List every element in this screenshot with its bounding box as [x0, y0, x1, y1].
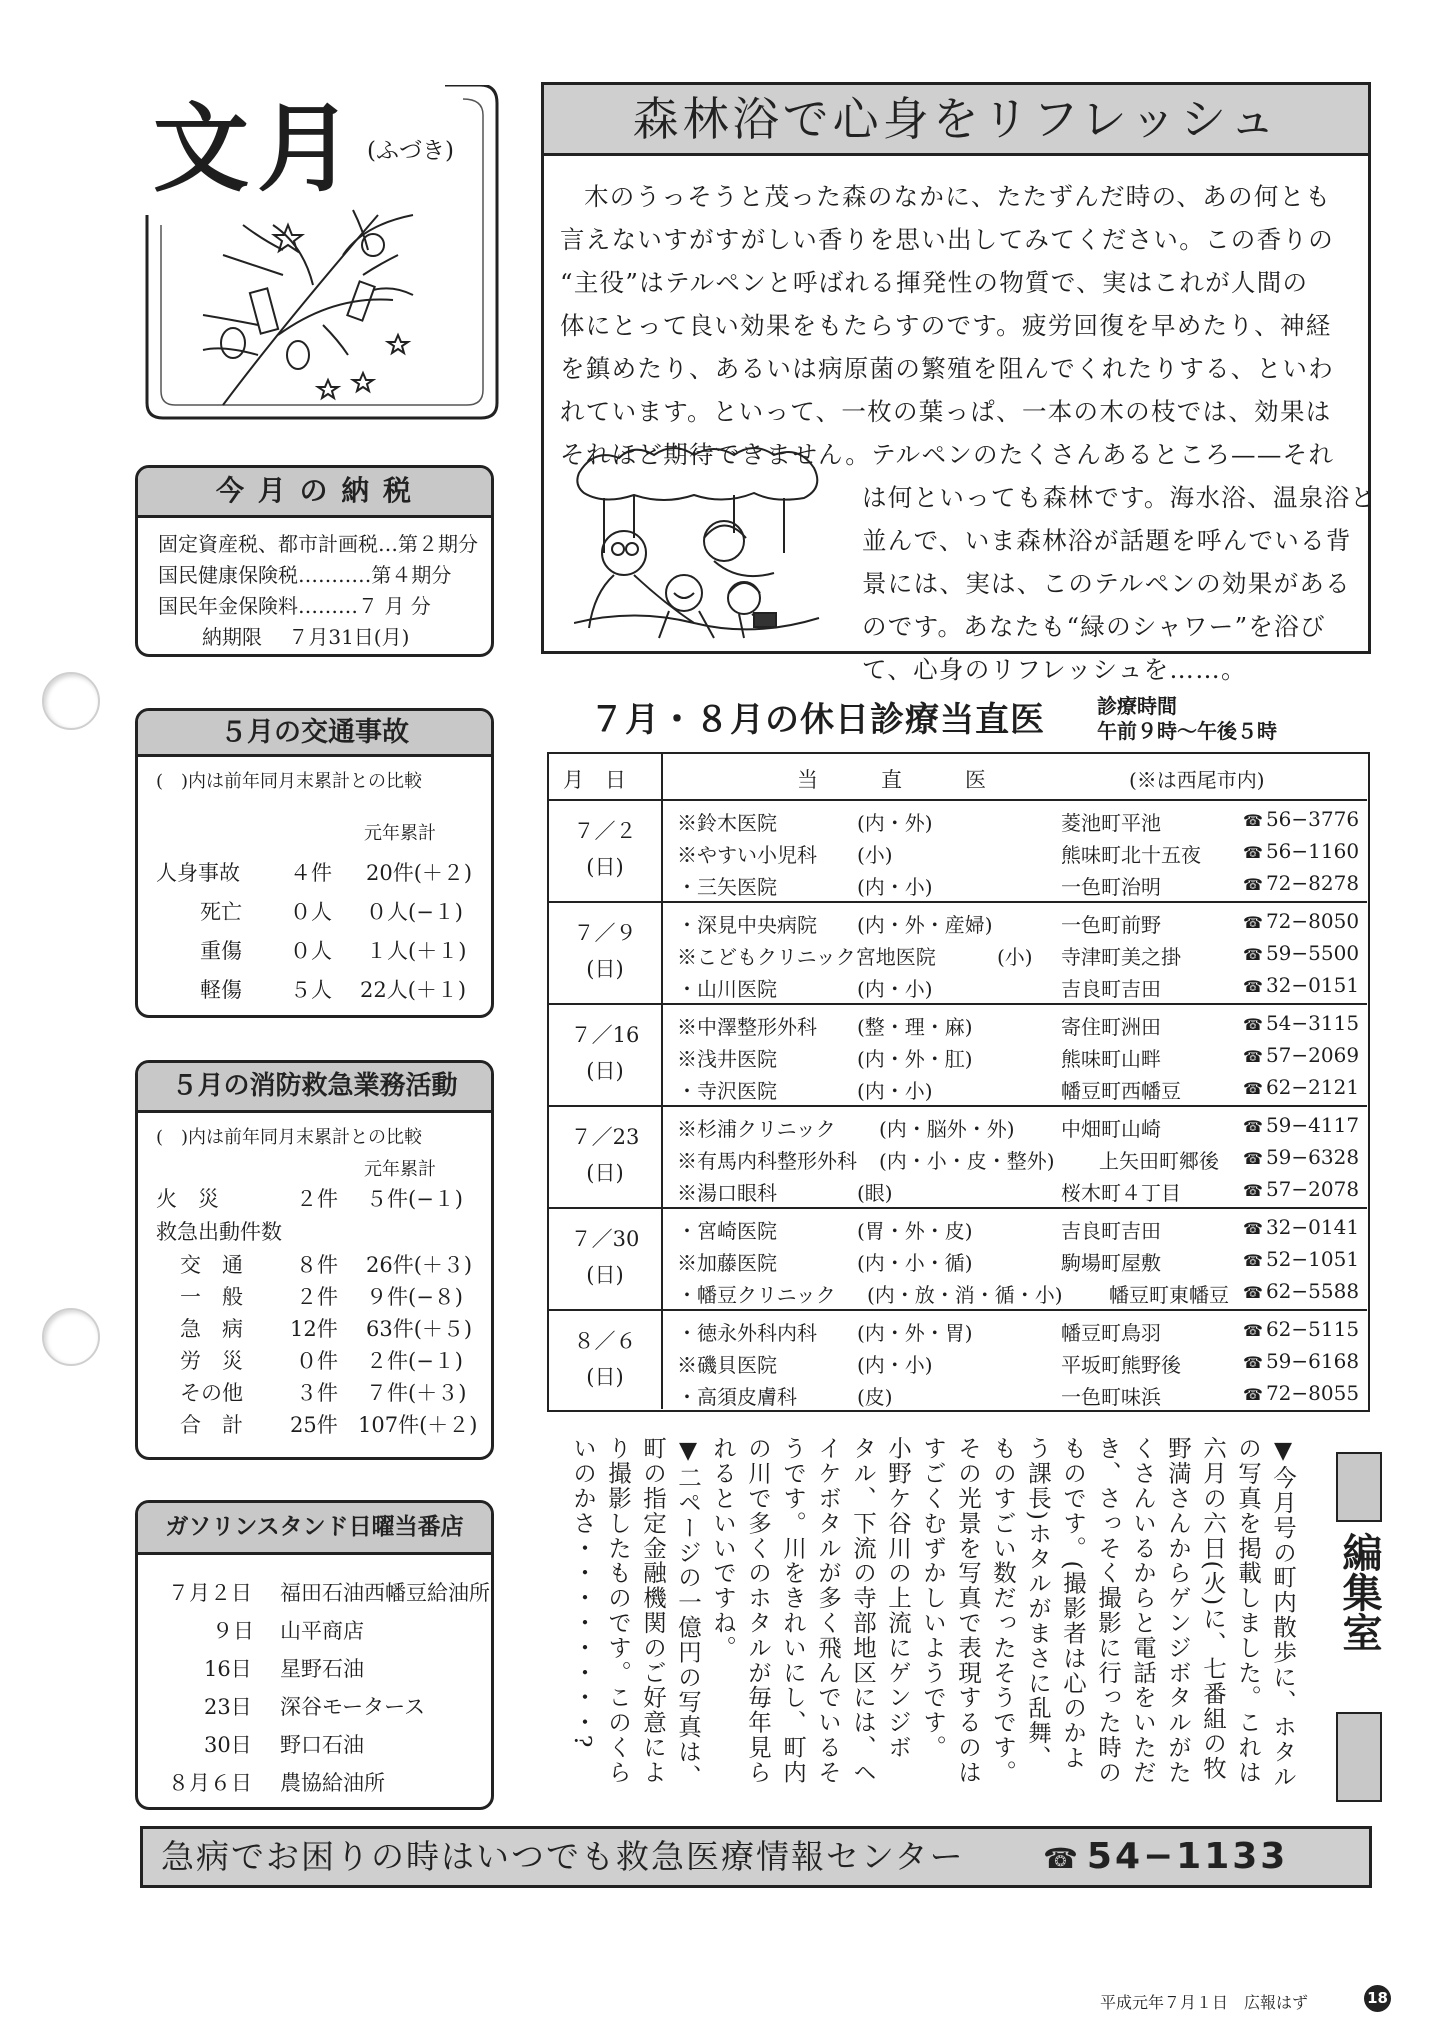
clinic-location: 一色町治明	[1061, 875, 1161, 899]
editorial-line: 野満さんからゲンジボタルがた	[1164, 1436, 1192, 1785]
fire-row: ０件	[296, 1349, 338, 1373]
clinic-tel: ☎ 52−1051	[1243, 1247, 1360, 1271]
clinic-dow: (日)	[586, 1263, 624, 1287]
gas-station: 星野石油	[280, 1657, 364, 1681]
clinic-dept: (内・小)	[857, 875, 933, 899]
article-line: “主役”はテルペンと呼ばれる揮発性の物質で、実はこれが人間の	[560, 268, 1309, 297]
clinic-name: ※鈴木医院	[677, 811, 777, 835]
clinic-dow: (日)	[586, 1365, 624, 1389]
fire-row: ７件(＋３)	[366, 1381, 467, 1405]
clinic-dow: (日)	[586, 855, 624, 879]
banner-text: 急病でお困りの時はいつでも救急医療情報センター	[161, 1837, 965, 1876]
editorial-line: ▼二ページの一億円の写真は、	[674, 1436, 702, 1790]
fire-emergency-label: 救急出動件数	[156, 1220, 282, 1244]
fire-note: ( )内は前年同月末累計との比較	[156, 1127, 423, 1148]
clinic-location: 熊味町北十五夜	[1061, 843, 1201, 867]
clinic-dept: (内・脳外・外)	[879, 1117, 1015, 1141]
clinic-location: 寺津町美之掛	[1061, 945, 1181, 969]
traffic-note: ( )内は前年同月末累計との比較	[156, 771, 423, 792]
clinic-tel: ☎ 56−3776	[1243, 807, 1360, 831]
editorial-line: ものすごい数だったそうです。	[989, 1436, 1017, 1785]
editorial-line: き、さっそく撮影に行った時の	[1094, 1436, 1122, 1785]
traffic-row: ５人	[290, 978, 332, 1002]
phone-icon: ☎	[1243, 945, 1263, 964]
table-header-doctor: 当 直 医	[797, 768, 986, 792]
clinic-dept: (眼)	[857, 1181, 893, 1205]
traffic-row: ０人	[290, 900, 332, 924]
traffic-row: 軽傷	[200, 978, 242, 1002]
fire-row: ９件(−８)	[366, 1285, 463, 1309]
editorial-line: ▼今月号の町内散歩に、ホタル	[1269, 1436, 1297, 1790]
fumizuki-reading: (ふづき)	[367, 138, 454, 164]
editorial-line: の写真を掲載しました。これは	[1234, 1436, 1262, 1785]
editorial-line: 小野ケ谷川の上流にゲンジボ	[884, 1436, 912, 1760]
fire-row: 12件	[290, 1317, 338, 1341]
clinic-name: ※加藤医院	[677, 1251, 777, 1275]
fire-row: 急 病	[180, 1317, 243, 1341]
clinic-tel: ☎ 54−3115	[1243, 1011, 1360, 1035]
phone-icon: ☎	[1243, 1283, 1263, 1302]
clinic-dept: (内・放・消・循・小)	[867, 1283, 1063, 1307]
clinic-tel: ☎ 62−5115	[1243, 1317, 1360, 1341]
phone-icon: ☎	[1243, 1251, 1263, 1270]
gas-station: 農協給油所	[280, 1771, 385, 1795]
clinic-dept: (整・理・麻)	[857, 1015, 973, 1039]
clinic-location: 一色町味浜	[1061, 1385, 1161, 1409]
fire-row: その他	[180, 1381, 243, 1405]
clinic-dept: (内・小)	[857, 1353, 933, 1377]
article-line: 体にとって良い効果をもたらすのです。疲労回復を早めたり、神経	[560, 311, 1332, 340]
clinic-group	[549, 1105, 1367, 1207]
clinic-tel: ☎ 59−6328	[1243, 1145, 1360, 1169]
clinic-location: 幡豆町西幡豆	[1061, 1079, 1181, 1103]
traffic-row: 20件(＋２)	[366, 861, 473, 885]
clinic-location: 吉良町吉田	[1061, 977, 1161, 1001]
gas-station: 野口石油	[280, 1733, 364, 1757]
clinic-name: ※こどもクリニック宮地医院	[677, 945, 936, 969]
fire-row: ２件	[296, 1285, 338, 1309]
clinic-dept: (内・外・産婦)	[857, 913, 993, 937]
article-line: それほど期待できません。テルペンのたくさんあるところ——それ	[560, 440, 1335, 469]
phone-icon: ☎	[1243, 1047, 1263, 1066]
phone-icon: ☎	[1243, 1385, 1263, 1404]
editorial-label-text: 編集室	[1336, 1532, 1382, 1652]
editorial-line: いのかさ・・・・・・・・?	[569, 1436, 597, 1749]
clinic-tel: ☎ 32−0141	[1243, 1215, 1360, 1239]
fire-row: 合 計	[180, 1413, 243, 1437]
editorial-line: れるといいですね。	[709, 1436, 737, 1661]
clinic-location: 平坂町熊野後	[1061, 1353, 1181, 1377]
gas-date: 23日	[204, 1695, 252, 1719]
tanabata-illustration	[163, 195, 463, 410]
phone-icon: ☎	[1243, 1219, 1263, 1238]
clinic-location: 一色町前野	[1061, 913, 1161, 937]
clinic-dept: (内・小)	[857, 977, 933, 1001]
clinic-name: ・寺沢医院	[677, 1079, 777, 1103]
traffic-row: １人(＋１)	[366, 939, 467, 963]
clinic-location: 桜木町４丁目	[1061, 1181, 1181, 1205]
clinic-tel: ☎ 57−2078	[1243, 1177, 1360, 1201]
clinic-tel: ☎ 62−5588	[1243, 1279, 1360, 1303]
gas-station: 深谷モータース	[280, 1695, 426, 1719]
editorial-line: すごくむずかしいようです。	[919, 1436, 947, 1760]
editorial-line: その光景を写真で表現するのは	[954, 1436, 982, 1785]
gas-date: ７月２日	[168, 1581, 252, 1605]
clinic-group	[549, 1207, 1367, 1309]
fire-row: ８件	[296, 1253, 338, 1277]
clinic-group	[549, 901, 1367, 1003]
fire-row: ２件(−１)	[366, 1349, 463, 1373]
clinic-dept: (内・小)	[857, 1079, 933, 1103]
table-header-date: 月 日	[563, 768, 626, 792]
clinic-date: ７／２	[573, 819, 637, 843]
article-line: は何といっても森林です。海水浴、温泉浴と	[862, 483, 1377, 512]
phone-icon: ☎	[1243, 1079, 1263, 1098]
fire-row: 交 通	[180, 1253, 243, 1277]
editorial-line: の川で多くのホタルが毎年見ら	[744, 1436, 772, 1785]
fire-title: ５月の消防救急業務活動	[138, 1063, 491, 1113]
clinic-dept: (小)	[997, 945, 1033, 969]
clinic-tel: ☎ 59−6168	[1243, 1349, 1360, 1373]
editorial-label	[1336, 1452, 1382, 1802]
clinic-dow: (日)	[586, 1161, 624, 1185]
phone-icon: ☎	[1243, 1015, 1263, 1034]
tax-due-date: 納期限 ７月31日(月)	[202, 625, 410, 649]
clinic-location: 駒場町屋敷	[1061, 1251, 1161, 1275]
clinic-dept: (内・外・肛)	[857, 1047, 973, 1071]
phone-icon: ☎	[1243, 875, 1263, 894]
clinic-location: 菱池町平池	[1061, 811, 1161, 835]
clinic-name: ※やすい小児科	[677, 843, 817, 867]
fire-row: 火 災	[156, 1187, 219, 1211]
forest-article-title: 森林浴で心身をリフレッシュ	[541, 82, 1371, 156]
phone-icon: ☎	[1243, 1181, 1263, 1200]
phone-icon: ☎	[1243, 1149, 1263, 1168]
clinic-dept: (内・外)	[857, 811, 933, 835]
clinic-dow: (日)	[586, 1059, 624, 1083]
traffic-row: 人身事故	[156, 861, 240, 885]
clinic-dept: (内・外・胃)	[857, 1321, 973, 1345]
clinic-name: ・高須皮膚科	[677, 1385, 797, 1409]
family-picnic-illustration	[574, 443, 824, 643]
fire-row: ３件	[296, 1381, 338, 1405]
tax-line: 国民年金保険料………７ 月 分	[158, 594, 431, 618]
fire-col-header: 元年累計	[364, 1159, 436, 1180]
clinic-hours: 午前９時〜午後５時	[1097, 719, 1277, 743]
tax-title: 今 月 の 納 税	[138, 468, 491, 518]
clinic-tel: ☎ 57−2069	[1243, 1043, 1360, 1067]
gas-title: ガソリンスタンド日曜当番店	[138, 1503, 491, 1555]
clinic-name: ・三矢医院	[677, 875, 777, 899]
traffic-row: 22人(＋１)	[360, 978, 467, 1002]
fire-row: 労 災	[180, 1349, 243, 1373]
gas-station: 山平商店	[280, 1619, 364, 1643]
clinic-location: 吉良町吉田	[1061, 1219, 1161, 1243]
gas-date: 30日	[204, 1733, 252, 1757]
emergency-info-banner	[140, 1826, 1372, 1888]
clinic-date: ７／16	[570, 1023, 640, 1047]
clinic-name: ・山川医院	[677, 977, 777, 1001]
clinic-name: ・幡豆クリニック	[677, 1283, 836, 1307]
gas-date: 16日	[204, 1657, 252, 1681]
editorial-line: 六月の六日(火)に、七番組の牧	[1199, 1436, 1227, 1781]
article-line: て、心身のリフレッシュを……。	[862, 655, 1247, 684]
fire-row: ２件	[296, 1187, 338, 1211]
phone-icon: ☎	[1243, 1353, 1263, 1372]
clinic-name: ・宮崎医院	[677, 1219, 777, 1243]
article-line: 木のうっそうと茂った森のなかに、たたずんだ時の、あの何とも	[584, 182, 1332, 211]
fire-row: 107件(＋２)	[358, 1413, 478, 1437]
article-line: 言えないすがすがしい香りを思い出してみてください。この香りの	[560, 225, 1334, 254]
editorial-line: タル、下流の寺部地区には、ヘ	[849, 1436, 877, 1785]
clinic-dept: (小)	[857, 843, 893, 867]
phone-icon: ☎	[1043, 1842, 1081, 1875]
clinic-tel: ☎ 62−2121	[1243, 1075, 1360, 1099]
table-header-note: (※は西尾市内)	[1129, 768, 1265, 792]
fire-row: ５件(−１)	[366, 1187, 463, 1211]
fire-row: 63件(＋５)	[366, 1317, 473, 1341]
clinic-location: 幡豆町東幡豆	[1109, 1283, 1229, 1307]
clinic-hours-label: 診療時間	[1097, 694, 1177, 718]
traffic-box	[135, 708, 494, 1018]
fumizuki-title: 文月	[153, 92, 361, 205]
phone-icon: ☎	[1243, 811, 1263, 830]
clinic-tel: ☎ 56−1160	[1243, 839, 1360, 863]
article-line: のです。あなたも“緑のシャワー”を浴び	[862, 612, 1326, 641]
clinic-name: ※杉浦クリニック	[677, 1117, 836, 1141]
clinic-dept: (胃・外・皮)	[857, 1219, 973, 1243]
clinic-date: ７／23	[570, 1125, 640, 1149]
clinic-location: 幡豆町鳥羽	[1061, 1321, 1161, 1345]
traffic-row: ０人	[290, 939, 332, 963]
gas-date: ９日	[212, 1619, 254, 1643]
clinic-table	[547, 752, 1370, 1412]
traffic-row: 重傷	[200, 939, 242, 963]
traffic-col-header: 元年累計	[364, 823, 436, 844]
fire-row: 一 般	[180, 1285, 243, 1309]
clinic-dept: (皮)	[857, 1385, 893, 1409]
label-bar-bottom	[1336, 1712, 1382, 1802]
clinic-name: ※浅井医院	[677, 1047, 777, 1071]
clinic-location: 中畑町山崎	[1061, 1117, 1161, 1141]
clinic-group	[549, 799, 1367, 901]
clinic-name: ※湯口眼科	[677, 1181, 777, 1205]
clinic-tel: ☎ 59−5500	[1243, 941, 1360, 965]
gas-date: ８月６日	[168, 1771, 252, 1795]
phone-icon: ☎	[1243, 1117, 1263, 1136]
editorial-line: り撮影したものです。このくら	[604, 1436, 632, 1785]
phone-icon: ☎	[1243, 843, 1263, 862]
editorial-line: くさんいるからと電話をいただ	[1129, 1436, 1157, 1785]
clinic-dept: (内・小・皮・整外)	[879, 1149, 1055, 1173]
fumizuki-box	[145, 85, 500, 420]
article-line: れています。といって、一枚の葉っぱ、一本の木の枝では、効果は	[560, 397, 1332, 426]
article-line: 景には、実は、このテルペンの効果がある	[862, 569, 1351, 598]
tax-line: 固定資産税、都市計画税…第２期分	[158, 532, 478, 556]
gas-station: 福田石油西幡豆給油所	[280, 1581, 490, 1605]
clinic-name: ※有馬内科整形外科	[677, 1149, 857, 1173]
clinic-tel: ☎ 72−8050	[1243, 909, 1360, 933]
clinic-date: ８／６	[573, 1329, 637, 1353]
tax-line: 国民健康保険税……‥…第４期分	[158, 563, 452, 587]
clinic-dow: (日)	[586, 957, 624, 981]
fire-row: 26件(＋３)	[366, 1253, 473, 1277]
clinic-dept: (内・小・循)	[857, 1251, 973, 1275]
clinic-date: ７／30	[570, 1227, 640, 1251]
clinic-section-title: ７月・８月の休日診療当直医	[590, 700, 1045, 740]
editorial-line: イケボタルが多く飛んでいるそ	[814, 1436, 842, 1785]
editorial-line: う課長)ホタルがまさに乱舞、	[1024, 1436, 1052, 1771]
clinic-date: ７／９	[573, 921, 637, 945]
clinic-group	[549, 1003, 1367, 1105]
binder-hole-bottom	[42, 1308, 100, 1366]
editorial-line: 町の指定金融機関のご好意によ	[639, 1436, 667, 1785]
clinic-name: ・徳永外科内科	[677, 1321, 817, 1345]
phone-icon: ☎	[1243, 977, 1263, 996]
clinic-tel: ☎ 59−4117	[1243, 1113, 1360, 1137]
phone-icon: ☎	[1243, 913, 1263, 932]
phone-icon: ☎	[1243, 1321, 1263, 1340]
clinic-tel: ☎ 32−0151	[1243, 973, 1360, 997]
article-line: 並んで、いま森林浴が話題を呼んでいる背	[862, 526, 1352, 555]
clinic-tel: ☎ 72−8055	[1243, 1381, 1360, 1405]
article-line: を鎮めたり、あるいは病原菌の繁殖を阻んでくれたりする、といわ	[560, 354, 1334, 383]
binder-hole-top	[42, 672, 100, 730]
label-bar-top	[1336, 1452, 1382, 1522]
clinic-name: ・深見中央病院	[677, 913, 817, 937]
gas-box	[135, 1500, 494, 1810]
clinic-location: 上矢田町郷後	[1099, 1149, 1219, 1173]
traffic-title: ５月の交通事故	[138, 711, 491, 757]
clinic-name: ※中澤整形外科	[677, 1015, 817, 1039]
traffic-row: 死亡	[200, 900, 242, 924]
traffic-row: ０人(−１)	[366, 900, 463, 924]
editorial-line: うです。川をきれいにし、町内	[779, 1436, 807, 1785]
forest-article-body	[541, 156, 1377, 684]
clinic-location: 寄住町洲田	[1061, 1015, 1161, 1039]
clinic-name: ※磯貝医院	[677, 1353, 777, 1377]
banner-tel: ☎ 54−1133	[1043, 1836, 1289, 1877]
page-footer: 平成元年７月１日 広報はず	[1100, 1993, 1309, 2012]
tax-box	[135, 465, 494, 657]
editorial-column	[548, 1436, 1300, 1821]
clinic-group	[549, 1309, 1367, 1411]
clinic-tel: ☎ 72−8278	[1243, 871, 1360, 895]
page-number: 18	[1364, 1985, 1391, 2012]
traffic-row: ４件	[290, 861, 332, 885]
fire-box	[135, 1060, 494, 1460]
clinic-location: 熊味町山畔	[1061, 1047, 1161, 1071]
editorial-line: ものです。(撮影者は心のかよ	[1059, 1436, 1087, 1771]
fire-row: 25件	[290, 1413, 338, 1437]
